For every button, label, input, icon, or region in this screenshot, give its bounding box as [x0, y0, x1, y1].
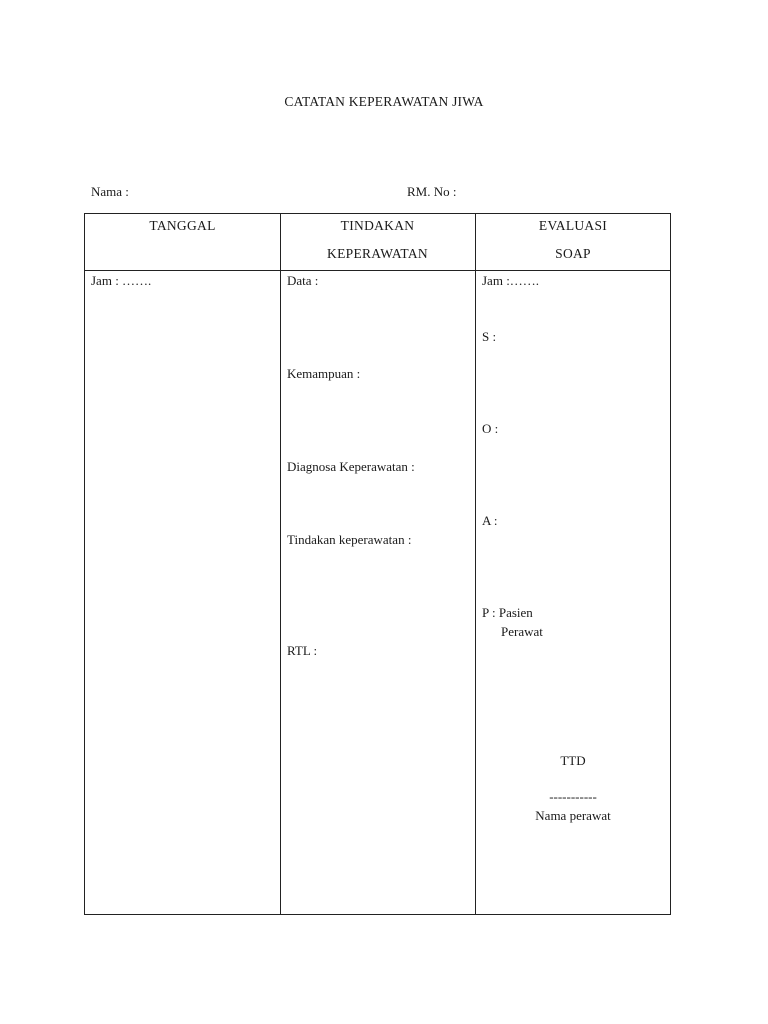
document-title: CATATAN KEPERAWATAN JIWA — [284, 94, 484, 109]
soap-s-label: S : — [482, 329, 497, 344]
col3-jam-label: Jam :……. — [482, 273, 540, 288]
diagnosa-keperawatan-label: Diagnosa Keperawatan : — [287, 459, 415, 474]
soap-p-perawat-label: Perawat — [501, 624, 543, 639]
col1-jam-label: Jam : ……. — [91, 273, 152, 288]
header-tindakan-line-2: KEPERAWATAN — [327, 246, 428, 261]
rm-no-label: RM. No : — [407, 184, 457, 199]
nama-label: Nama : — [91, 184, 129, 199]
header-evaluasi-soap — [475, 216, 671, 272]
ttd-label: TTD — [560, 753, 586, 768]
header-tanggal — [85, 216, 280, 244]
header-tindakan-line-1: TINDAKAN — [340, 218, 415, 233]
tindakan-keperawatan-label: Tindakan keperawatan : — [287, 532, 412, 547]
column-divider-1 — [280, 214, 281, 914]
data-label: Data : — [287, 273, 319, 288]
header-evaluasi-line-2: SOAP — [555, 246, 591, 261]
signature-line: ----------- — [549, 789, 597, 804]
soap-p-label: P : Pasien — [482, 605, 533, 620]
soap-o-label: O : — [482, 421, 499, 436]
header-tanggal-line-1: TANGGAL — [149, 218, 216, 233]
soap-a-label: A : — [482, 513, 498, 528]
nama-perawat-label: Nama perawat — [535, 808, 611, 823]
header-tindakan-keperawatan — [280, 216, 475, 272]
nursing-notes-table — [84, 213, 671, 915]
header-evaluasi-line-1: EVALUASI — [538, 218, 608, 233]
kemampuan-label: Kemampuan : — [287, 366, 361, 381]
rtl-label: RTL : — [287, 643, 318, 658]
